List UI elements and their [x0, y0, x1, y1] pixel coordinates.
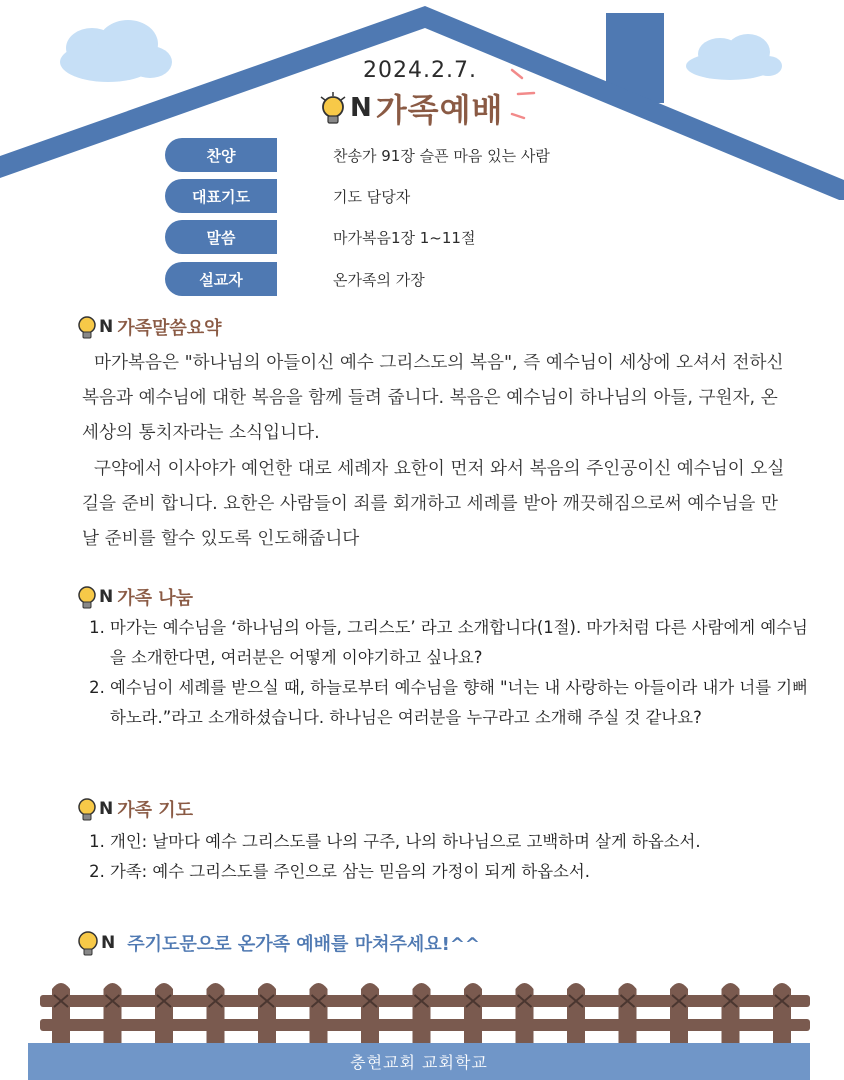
summary-heading	[76, 314, 222, 340]
list-item: 2. 가족: 예수 그리스도를 주인으로 삼는 믿음의 가정이 되게 하옵소서.	[110, 857, 810, 887]
section-title: 가족 기도	[117, 800, 194, 821]
lightbulb-icon	[76, 315, 98, 339]
lightbulb-icon	[76, 797, 98, 821]
logo-letter: N	[99, 799, 114, 819]
cloud-left	[60, 20, 172, 82]
info-row-scripture	[165, 219, 476, 255]
summary-paragraph-1: 마가복음은 "하나님의 아들이신 예수 그리스도의 복음", 즉 예수님이 세상에 오셔서 전하신 복음과 예수님에 대한 복음을 함께 들려 줍니다. 복음은 예수님이 하나님의 아들, 구원자, 온 세상의 통치자라는 소식입니다.	[82, 353, 784, 443]
lightbulb-icon	[318, 91, 348, 125]
info-label: 찬양	[165, 138, 277, 172]
title-text: 가족예배	[375, 91, 504, 129]
info-value: 마가복음1장 1~11절	[333, 228, 476, 247]
info-row-preacher	[165, 261, 425, 297]
logo-letter: N	[99, 317, 114, 337]
prayer-list	[76, 827, 810, 887]
info-label: 대표기도	[165, 179, 277, 213]
info-label: 설교자	[165, 262, 277, 296]
logo-letter: N	[101, 933, 116, 953]
page-title	[318, 86, 503, 130]
list-item: 2. 예수님이 세례를 받으실 때, 하늘로부터 예수님을 향해 "너는 내 사랑하는 아들이라 내가 너를 기뻐하노라.”라고 소개하셨습니다. 하나님은 여러분을 누구라고 소개해 주실 것 같나요?	[110, 673, 810, 733]
section-title: 가족말씀요약	[117, 318, 222, 339]
section-title: 가족 나눔	[117, 588, 194, 609]
service-date: 2024.2.7.	[363, 58, 477, 83]
prayer-heading	[76, 796, 193, 822]
cloud-right	[686, 34, 782, 80]
info-value: 기도 담당자	[333, 187, 411, 206]
sharing-list	[76, 613, 810, 733]
closing-message	[76, 928, 480, 958]
lightbulb-icon	[76, 930, 100, 956]
sharing-heading	[76, 584, 193, 610]
info-label: 말씀	[165, 220, 277, 254]
info-row-prayer	[165, 178, 411, 214]
list-item: 1. 개인: 날마다 예수 그리스도를 나의 구주, 나의 하나님으로 고백하며 살게 하옵소서.	[110, 827, 810, 857]
wooden-fence	[0, 975, 844, 1045]
footer-banner: 충현교회 교회학교	[28, 1043, 810, 1080]
logo-letter: N	[350, 93, 372, 123]
closing-text: 주기도문으로 온가족 예배를 마쳐주세요!^^	[127, 934, 481, 955]
info-row-hymn	[165, 137, 550, 173]
summary-paragraph-2: 구약에서 이사야가 예언한 대로 세례자 요한이 먼저 와서 복음의 주인공이신 예수님이 오실 길을 준비 합니다. 요한은 사람들이 죄를 회개하고 세례를 받아 깨끗해짐으로써 예수님을 만날 준비를 할수 있도록 인도해줍니다	[82, 459, 785, 549]
info-value: 찬송가 91장 슬픈 마음 있는 사람	[333, 146, 550, 165]
list-item: 1. 마가는 예수님을 ‘하나님의 아들, 그리스도’ 라고 소개합니다(1절). 마가처럼 다른 사람에게 예수님을 소개한다면, 여러분은 어떻게 이야기하고 싶나요?	[110, 613, 810, 673]
logo-letter: N	[99, 587, 114, 607]
info-value: 온가족의 가장	[333, 270, 425, 289]
lightbulb-icon	[76, 585, 98, 609]
